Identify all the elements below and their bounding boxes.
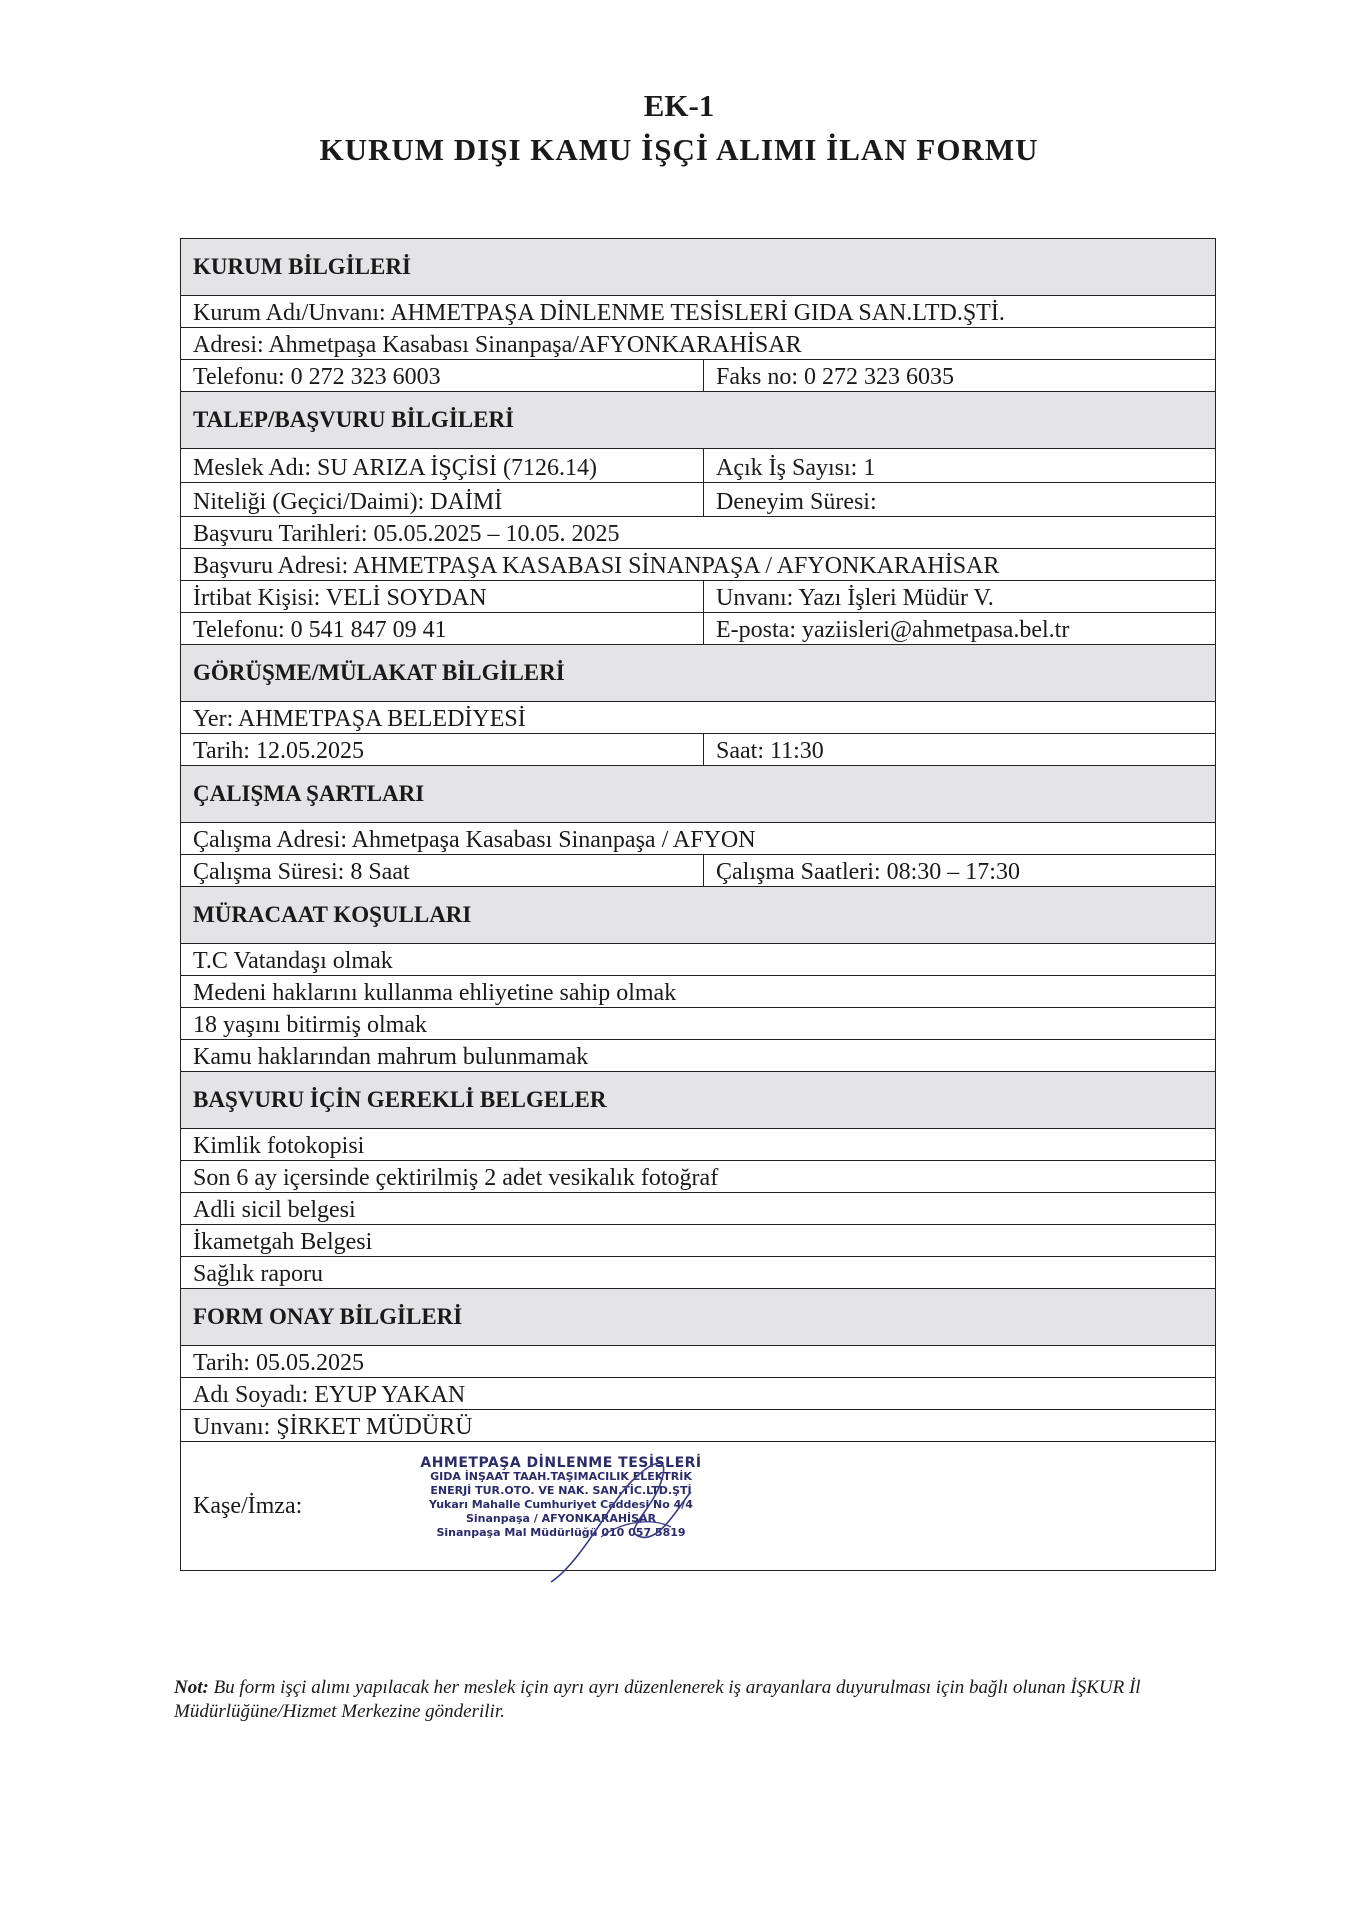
calisma-suresi: Çalışma Süresi: 8 Saat bbox=[181, 855, 704, 886]
row-gorusme-yer bbox=[181, 702, 1215, 734]
niteligi: Niteliği (Geçici/Daimi): DAİMİ bbox=[181, 483, 704, 516]
kurum-faks: Faks no: 0 272 323 6035 bbox=[716, 364, 955, 390]
list-item bbox=[181, 976, 1215, 1008]
basvuru-tarihleri: Başvuru Tarihleri: 05.05.2025 – 10.05. 2025 bbox=[193, 521, 620, 547]
calisma-saatleri: Çalışma Saatleri: 08:30 – 17:30 bbox=[716, 859, 1020, 885]
kurum-telefon: Telefonu: 0 272 323 6003 bbox=[181, 360, 704, 391]
list-item bbox=[181, 1257, 1215, 1289]
list-item bbox=[181, 944, 1215, 976]
gorusme-tarih: Tarih: 12.05.2025 bbox=[181, 734, 704, 765]
section-belgeler: BAŞVURU İÇİN GEREKLİ BELGELER bbox=[181, 1072, 1215, 1129]
row-meslek bbox=[181, 449, 1215, 483]
onay-adi-soyadi: Adı Soyadı: EYUP YAKAN bbox=[193, 1382, 466, 1408]
row-irtibat-iletisim bbox=[181, 613, 1215, 645]
gerekli-belge: Adli sicil belgesi bbox=[193, 1197, 356, 1223]
muracaat-kosul: T.C Vatandaşı olmak bbox=[193, 948, 393, 974]
stamp-line: Yukarı Mahalle Cumhuriyet Caddesi No 4/4 bbox=[429, 1498, 693, 1511]
stamp-line: Sinanpaşa / AFYONKARAHİSAR bbox=[465, 1512, 657, 1525]
row-kurum-telefon bbox=[181, 360, 1215, 392]
deneyim-suresi: Deneyim Süresi: bbox=[716, 489, 877, 515]
gerekli-belge: İkametgah Belgesi bbox=[193, 1229, 373, 1255]
list-item bbox=[181, 1040, 1215, 1072]
signature-icon bbox=[521, 1442, 721, 1592]
row-kurum-adres bbox=[181, 328, 1215, 360]
onay-unvani: Unvanı: ŞİRKET MÜDÜRÜ bbox=[193, 1414, 473, 1440]
row-basvuru-adresi bbox=[181, 549, 1215, 581]
kase-imza-label: Kaşe/İmza: bbox=[193, 1492, 303, 1519]
note-prefix: Not: bbox=[174, 1677, 209, 1698]
kurum-adres: Adresi: Ahmetpaşa Kasabası Sinanpaşa/AFYONKARAHİSAR bbox=[193, 332, 802, 358]
section-gorusme: GÖRÜŞME/MÜLAKAT BİLGİLERİ bbox=[181, 645, 1215, 702]
section-calisma: ÇALIŞMA ŞARTLARI bbox=[181, 766, 1215, 823]
stamp-line: AHMETPAŞA DİNLENME TESİSLERİ bbox=[420, 1455, 702, 1471]
irtibat-eposta: E-posta: yaziisleri@ahmetpasa.bel.tr bbox=[716, 617, 1070, 643]
irtibat-kisisi: İrtibat Kişisi: VELİ SOYDAN bbox=[181, 581, 704, 612]
stamp-line: Sinanpaşa Mal Müdürlüğü 010 057 5819 bbox=[436, 1526, 686, 1539]
onay-tarih: Tarih: 05.05.2025 bbox=[193, 1350, 364, 1376]
row-calisma-sure bbox=[181, 855, 1215, 887]
section-kurum: KURUM BİLGİLERİ bbox=[181, 239, 1215, 296]
document-code: EK-1 bbox=[643, 88, 715, 123]
muracaat-kosul: Medeni haklarını kullanma ehliyetine sahip olmak bbox=[193, 980, 677, 1006]
muracaat-kosul: Kamu haklarından mahrum bulunmamak bbox=[193, 1044, 589, 1070]
row-onay-tarih bbox=[181, 1346, 1215, 1378]
gorusme-yer: Yer: AHMETPAŞA BELEDİYESİ bbox=[193, 706, 526, 732]
gorusme-saat: Saat: 11:30 bbox=[716, 738, 824, 764]
list-item bbox=[181, 1129, 1215, 1161]
form-note bbox=[174, 1676, 1214, 1724]
calisma-adresi: Çalışma Adresi: Ahmetpaşa Kasabası Sinanpaşa / AFYON bbox=[193, 827, 756, 853]
row-kase-imza bbox=[181, 1442, 1215, 1571]
section-talep: TALEP/BAŞVURU BİLGİLERİ bbox=[181, 392, 1215, 449]
gerekli-belge: Sağlık raporu bbox=[193, 1261, 323, 1287]
note-text: Bu form işçi alımı yapılacak her meslek için ayrı ayrı düzenlenerek iş arayanlara duyurulması için bağlı olunan İŞKUR İl Müdürlüğüne/Hizmet Merkezine gönderilir. bbox=[174, 1677, 1141, 1722]
basvuru-adresi: Başvuru Adresi: AHMETPAŞA KASABASI SİNANPAŞA / AFYONKARAHİSAR bbox=[193, 553, 1000, 579]
kurum-adi: Kurum Adı/Unvanı: AHMETPAŞA DİNLENME TESİSLERİ GIDA SAN.LTD.ŞTİ. bbox=[193, 300, 1005, 326]
row-niteligi bbox=[181, 483, 1215, 517]
section-muracaat: MÜRACAAT KOŞULLARI bbox=[181, 887, 1215, 944]
row-gorusme-tarih bbox=[181, 734, 1215, 766]
stamp-line: GIDA İNŞAAT TAAH.TAŞIMACILIK ELEKTRİK bbox=[430, 1470, 692, 1483]
row-calisma-adres bbox=[181, 823, 1215, 855]
row-irtibat bbox=[181, 581, 1215, 613]
meslek-adi: Meslek Adı: SU ARIZA İŞÇİSİ (7126.14) bbox=[181, 449, 704, 482]
stamp-line: ENERJİ TUR.OTO. VE NAK. SAN.TİC.LTD.ŞTİ bbox=[430, 1484, 692, 1497]
irtibat-unvani: Unvanı: Yazı İşleri Müdür V. bbox=[716, 585, 994, 611]
row-onay-adi bbox=[181, 1378, 1215, 1410]
gerekli-belge: Kimlik fotokopisi bbox=[193, 1133, 365, 1159]
document-title: KURUM DIŞI KAMU İŞÇİ ALIMI İLAN FORMU bbox=[319, 132, 1039, 167]
row-basvuru-tarihleri bbox=[181, 517, 1215, 549]
list-item bbox=[181, 1161, 1215, 1193]
list-item bbox=[181, 1008, 1215, 1040]
row-kurum-adi bbox=[181, 296, 1215, 328]
row-onay-unvan bbox=[181, 1410, 1215, 1442]
list-item bbox=[181, 1193, 1215, 1225]
muracaat-kosul: 18 yaşını bitirmiş olmak bbox=[193, 1012, 427, 1038]
acik-is-sayisi: Açık İş Sayısı: 1 bbox=[716, 455, 876, 481]
gerekli-belge: Son 6 ay içersinde çektirilmiş 2 adet vesikalık fotoğraf bbox=[193, 1165, 719, 1191]
list-item bbox=[181, 1225, 1215, 1257]
irtibat-telefon: Telefonu: 0 541 847 09 41 bbox=[181, 613, 704, 644]
application-form bbox=[180, 238, 1216, 1571]
section-onay: FORM ONAY BİLGİLERİ bbox=[181, 1289, 1215, 1346]
